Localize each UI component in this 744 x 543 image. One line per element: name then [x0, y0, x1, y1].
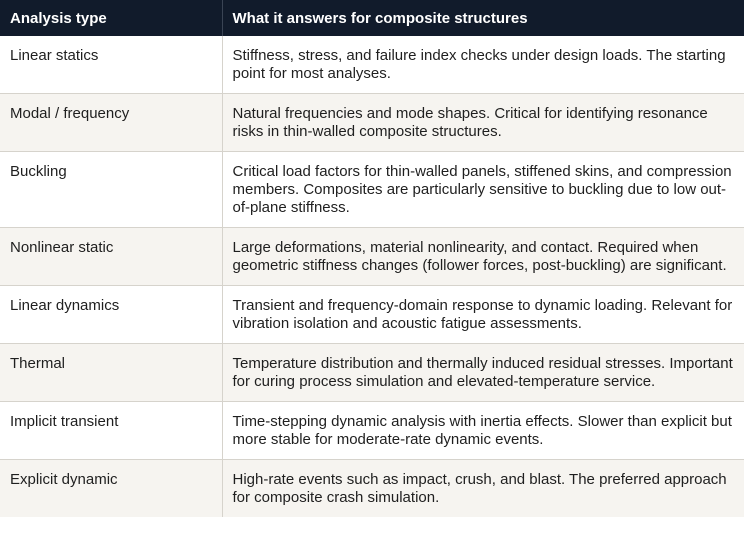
analysis-type-cell: Modal / frequency	[0, 94, 222, 152]
table-row	[0, 228, 744, 286]
header-analysis-type: Analysis type	[0, 0, 222, 36]
table-row	[0, 460, 744, 518]
table-row	[0, 344, 744, 402]
analysis-type-cell: Buckling	[0, 152, 222, 228]
header-what-it-answers: What it answers for composite structures	[222, 0, 744, 36]
table-row	[0, 402, 744, 460]
answer-cell: Temperature distribution and thermally induced residual stresses. Important for curing process simulation and elevated-temperature service.	[222, 344, 744, 402]
analysis-type-cell: Nonlinear static	[0, 228, 222, 286]
table-row	[0, 286, 744, 344]
analysis-type-cell: Implicit transient	[0, 402, 222, 460]
answer-cell: Stiffness, stress, and failure index checks under design loads. The starting point for most analyses.	[222, 36, 744, 94]
analysis-type-cell: Thermal	[0, 344, 222, 402]
analysis-type-cell: Explicit dynamic	[0, 460, 222, 518]
header-row	[0, 0, 744, 36]
answer-cell: High-rate events such as impact, crush, and blast. The preferred approach for composite crash simulation.	[222, 460, 744, 518]
answer-cell: Transient and frequency-domain response to dynamic loading. Relevant for vibration isolation and acoustic fatigue assessments.	[222, 286, 744, 344]
answer-cell: Large deformations, material nonlinearity, and contact. Required when geometric stiffness changes (follower forces, post-buckling) are significant.	[222, 228, 744, 286]
answer-cell: Critical load factors for thin-walled panels, stiffened skins, and compression members. Composites are particularly sensitive to buckling due to low out-of-plane stiffness.	[222, 152, 744, 228]
answer-cell: Time-stepping dynamic analysis with inertia effects. Slower than explicit but more stable for moderate-rate dynamic events.	[222, 402, 744, 460]
analysis-type-cell: Linear dynamics	[0, 286, 222, 344]
table-row	[0, 94, 744, 152]
answer-cell: Natural frequencies and mode shapes. Critical for identifying resonance risks in thin-walled composite structures.	[222, 94, 744, 152]
table-row	[0, 152, 744, 228]
table-row	[0, 36, 744, 94]
table-body	[0, 36, 744, 517]
analysis-type-cell: Linear statics	[0, 36, 222, 94]
table-header	[0, 0, 744, 36]
